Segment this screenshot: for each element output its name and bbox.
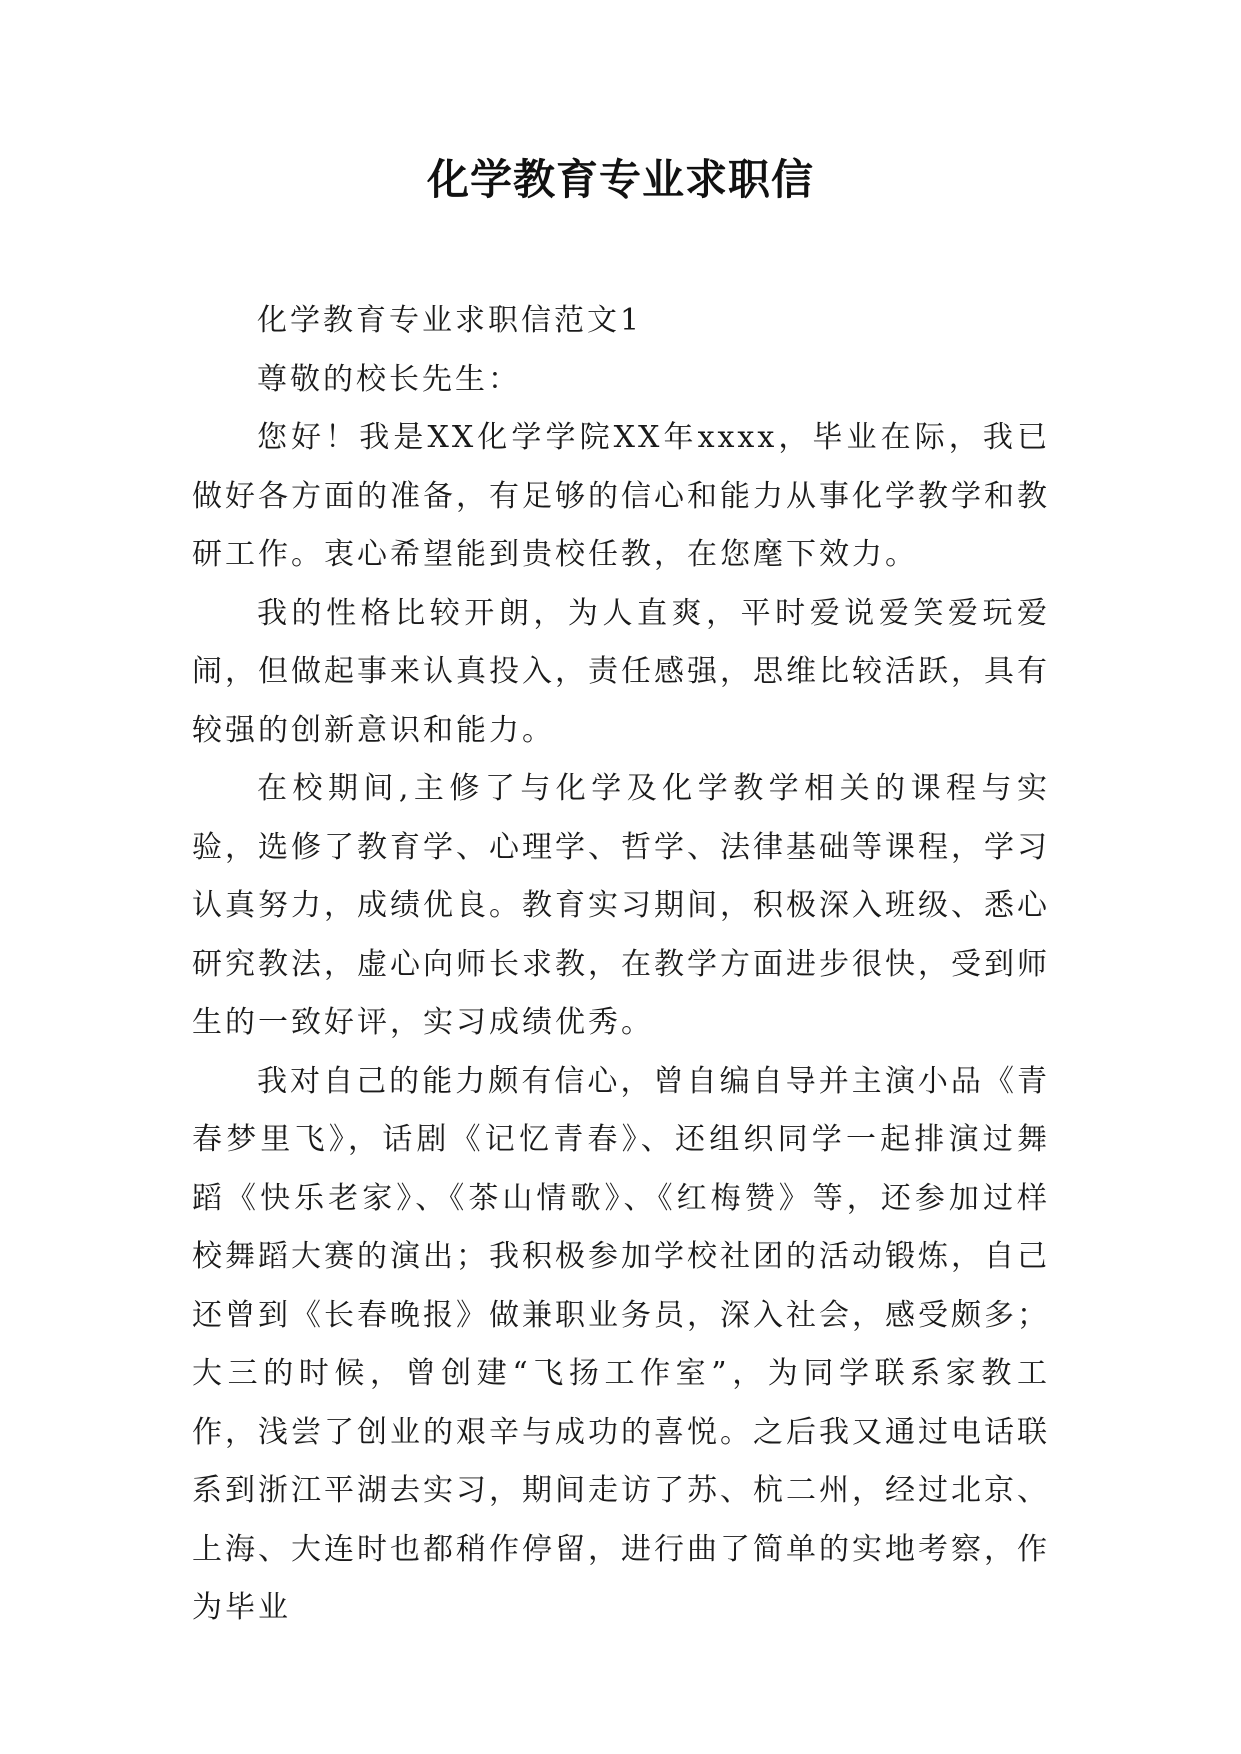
body-paragraph: 我对自己的能力颇有信心，曾自编自导并主演小品《青春梦里飞》，话剧《记忆青春》、还组织同学一起排演过舞蹈《快乐老家》、《茶山情歌》、《红梅赞》等，还参加过样校舞蹈大赛的演出；我积极参加学校社团的活动锻炼，自己还曾到《长春晚报》做兼职业务员，深入社会，感受颇多；大三的时候，曾创建“飞扬工作室”，为同学联系家教工作，浅尝了创业的艰辛与成功的喜悦。之后我又通过电话联系到浙江平湖去实习，期间走访了苏、杭二州，经过北京、上海、大连时也都稍作停留，进行曲了简单的实地考察，作为毕业 (192, 1063, 1050, 1625)
body-paragraph: 在校期间,主修了与化学及化学教学相关的课程与实验，选修了教育学、心理学、哲学、法律基础等课程，学习认真努力，成绩优良。教育实习期间，积极深入班级、悉心研究教法，虚心向师长求教，在教学方面进步很快，受到师生的一致好评，实习成绩优秀。 (192, 771, 1050, 1040)
document-body (192, 292, 1050, 1638)
salutation: 尊敬的校长先生： (257, 361, 521, 397)
document-title: 化学教育专业求职信 (426, 155, 814, 204)
body-paragraph: 我的性格比较开朗，为人直爽，平时爱说爱笑爱玩爱闹，但做起事来认真投入，责任感强，思维比较活跃，具有较强的创新意识和能力。 (192, 595, 1050, 748)
section-heading: 化学教育专业求职信范文1 (257, 303, 643, 338)
body-paragraph: 您好！我是XX化学学院XX年xxxx，毕业在际，我已做好各方面的准备，有足够的信心和能力从事化学教学和教研工作。衷心希望能到贵校任教，在您麾下效力。 (192, 420, 1050, 572)
